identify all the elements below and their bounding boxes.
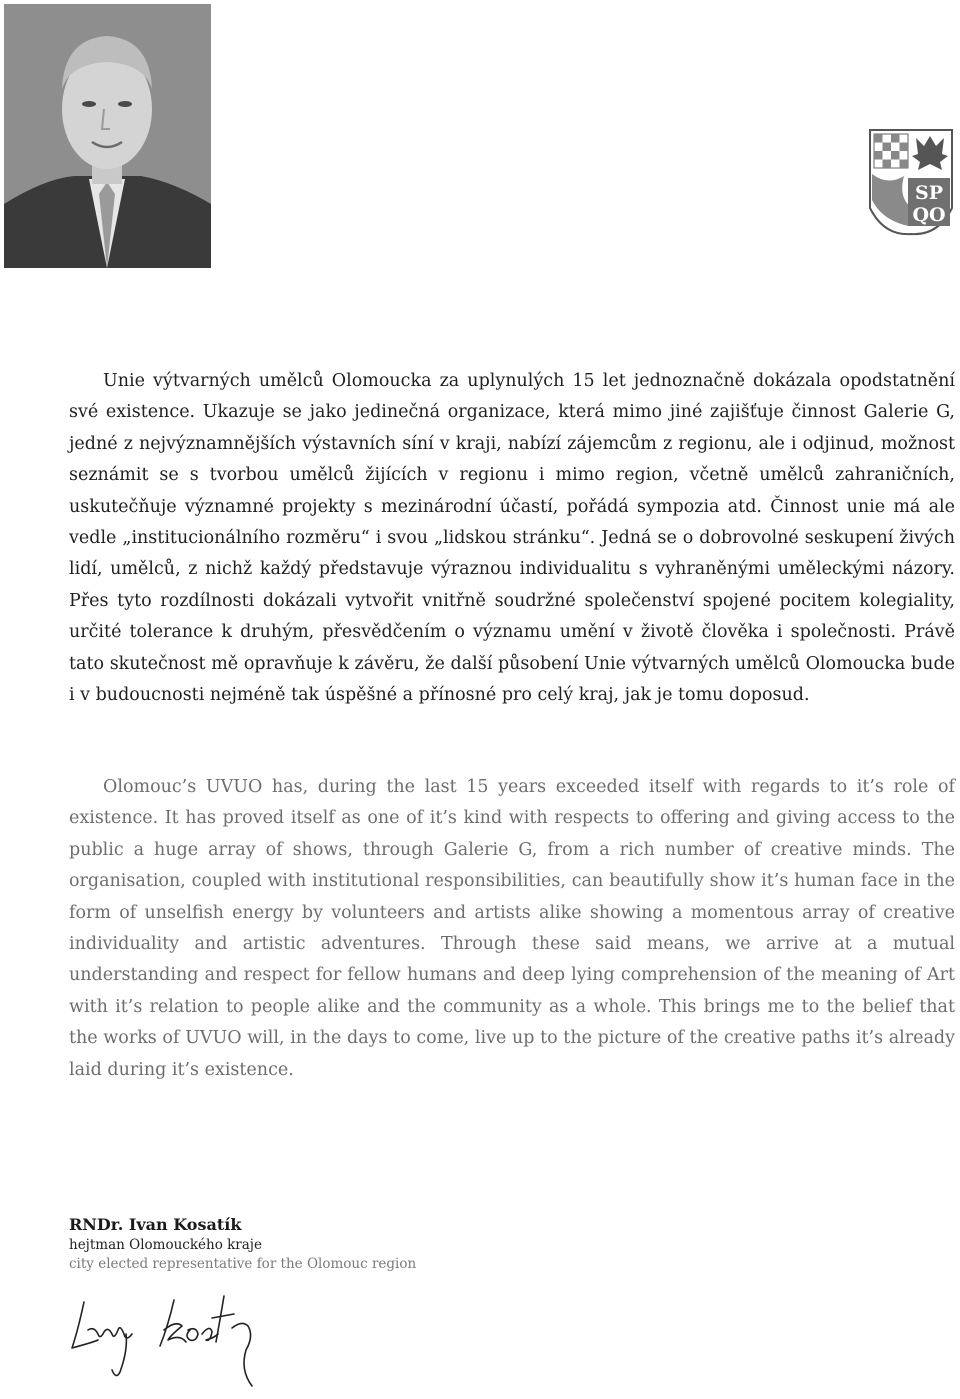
portrait-photo <box>4 4 211 268</box>
regional-crest-logo <box>868 128 954 236</box>
signature-block <box>69 1214 569 1274</box>
signatory-role-czech: hejtman Olomouckého kraje <box>69 1237 262 1253</box>
handwritten-signature <box>64 1290 284 1390</box>
crest-letters-top: SP <box>914 182 944 204</box>
crest-letters-bottom: QO <box>912 204 946 226</box>
czech-foreword <box>69 366 955 711</box>
signatory-name: RNDr. Ivan Kosatík <box>69 1215 242 1234</box>
czech-paragraph: Unie výtvarných umělců Olomoucka za uplynulých 15 let jednoznačně dokázala opodstatnění své existence. Ukazuje se jako jedinečná organizace, která mimo jiné zajišťuje činnost Galerie G, jedné z nejvýznamnějších výstavních síní v kraji, nabízí zájemcům z regionu, ale i odjinud, možnost seznámit se s tvorbou umělců žijících v regionu i mimo region, včetně umělců zahraničních, uskutečňuje významné projekty s mezinárodní účastí, pořádá sympozia atd. Činnost unie má ale vedle „institucionálního rozměru“ i svou „lidskou stránku“. Jedná se o dobrovolné seskupení živých lidí, umělců, z nichž každý představuje výraznou individualitu s vyhraněnými uměleckými názory. Přes tyto rozdílnosti dokázali vytvořit vnitřně soudržné společenství spojené pocitem kolegiality, určité tolerance k druhým, přesvědčením o významu umění v životě člověka i společnosti. Právě tato skutečnost mě opravňuje k závěru, že další působení Unie výtvarných umělců Olomoucka bude i v budoucnosti nejméně tak úspěšné a přínosné pro celý kraj, jak je tomu doposud. <box>69 371 955 706</box>
signatory-role-english: city elected representative for the Olomouc region <box>69 1256 417 1272</box>
english-foreword <box>69 772 955 1086</box>
english-paragraph: Olomouc’s UVUO has, during the last 15 years exceeded itself with regards to it’s role of existence. It has proved itself as one of it’s kind with respects to offering and giving access to the public a huge array of shows, through Galerie G, from a rich number of creative minds. The organisation, coupled with institutional responsibilities, can beautifully show it’s human face in the form of unselfish energy by volunteers and artists alike showing a momentous array of creative individuality and artistic adventures. Through these said means, we arrive at a mutual understanding and respect for fellow humans and deep lying comprehension of the meaning of Art with it’s relation to people alike and the community as a whole. This brings me to the belief that the works of UVUO will, in the days to come, live up to the picture of the creative paths it’s already laid during it’s existence. <box>69 777 955 1080</box>
